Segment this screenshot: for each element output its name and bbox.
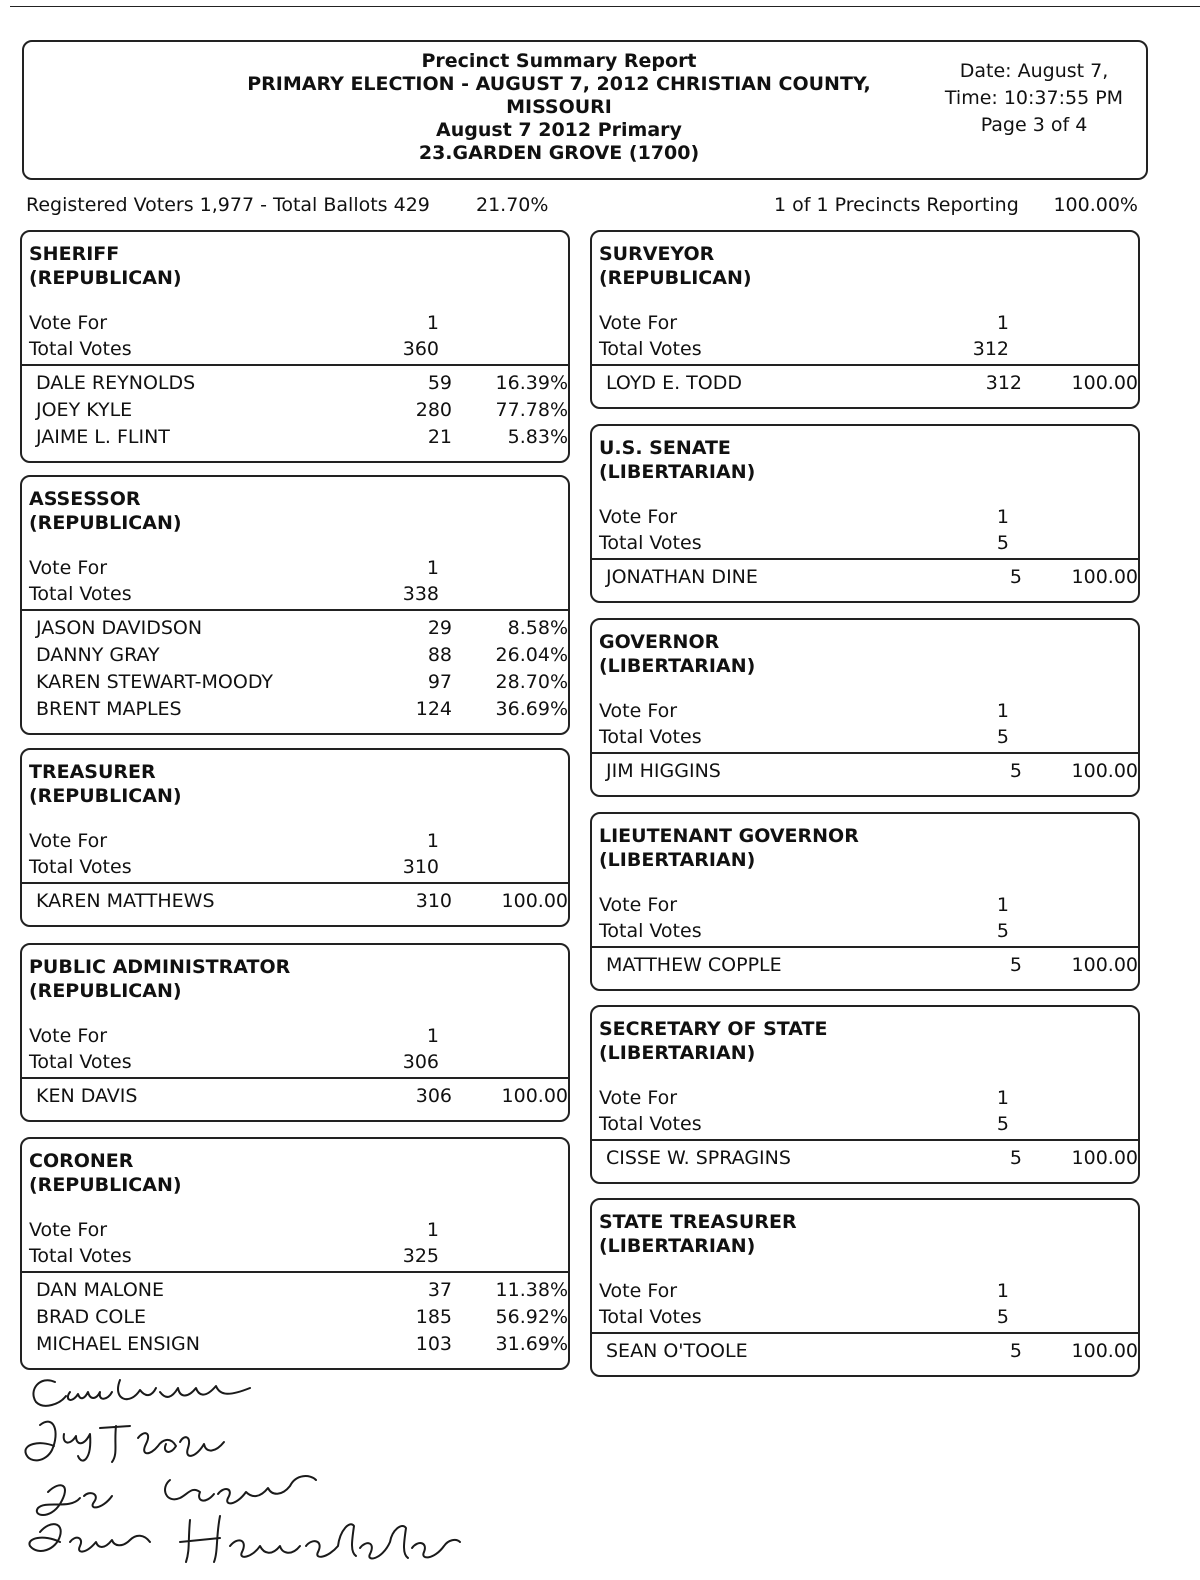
race-box [590,1198,1140,1377]
race-title [29,1149,182,1197]
vote-for-label: Vote For [29,312,108,334]
race-box [20,943,570,1122]
candidate-row [36,888,568,915]
total-votes-label: Total Votes [29,338,132,360]
race-meta [599,310,1138,362]
vote-for-value: 1 [426,1025,439,1047]
candidate-name: JAIME L. FLINT [36,426,170,448]
race-title [599,1210,797,1258]
vote-for-label: Vote For [29,830,108,852]
candidate-percent: 100.00 [1071,372,1138,394]
candidate-row [606,952,1138,979]
candidate-percent: 100.00 [1071,566,1138,588]
total-votes-value: 5 [996,920,1009,942]
candidate-votes: 5 [1009,1147,1022,1169]
total-votes-value: 5 [996,726,1009,748]
vote-for-row [29,828,568,854]
total-votes-row [599,336,1138,362]
divider [592,752,1138,754]
total-votes-row [599,1111,1138,1137]
party-name: (REPUBLICAN) [29,1174,182,1196]
election-subtitle: August 7 2012 Primary [436,119,682,141]
candidate-percent: 36.69% [495,698,568,720]
candidate-row [36,1277,568,1304]
party-name: (REPUBLICAN) [29,785,182,807]
race-title [29,760,182,808]
candidate-row [36,370,568,397]
candidate-votes: 310 [415,890,452,912]
divider [592,1332,1138,1334]
turnout-summary [26,194,1138,222]
candidate-name: KAREN MATTHEWS [36,890,215,912]
race-meta [29,828,568,880]
candidate-list [606,1145,1138,1172]
candidate-name: JOEY KYLE [36,399,133,421]
candidate-votes: 280 [415,399,452,421]
candidate-row [36,696,568,723]
vote-for-value: 1 [426,557,439,579]
office-name: ASSESSOR [29,488,141,510]
vote-for-row [599,1278,1138,1304]
candidate-votes: 185 [415,1306,452,1328]
divider [22,1271,568,1273]
party-name: (LIBERTARIAN) [599,849,756,871]
vote-for-row [599,892,1138,918]
precinct-name: 23.GARDEN GROVE (1700) [418,142,700,164]
candidate-name: KEN DAVIS [36,1085,138,1107]
top-rule [10,6,1200,7]
candidate-votes: 21 [427,426,452,448]
party-name: (REPUBLICAN) [29,267,182,289]
vote-for-row [599,504,1138,530]
candidate-percent: 8.58% [507,617,568,639]
candidate-percent: 5.83% [507,426,568,448]
candidate-percent: 28.70% [495,671,568,693]
candidate-row [606,564,1138,591]
race-title [29,487,182,535]
party-name: (REPUBLICAN) [29,512,182,534]
vote-for-row [29,1023,568,1049]
election-name: PRIMARY ELECTION - AUGUST 7, 2012 CHRISTIAN COUNTY, [247,73,871,95]
total-votes-label: Total Votes [29,583,132,605]
candidate-list [36,1277,568,1358]
candidate-name: DALE REYNOLDS [36,372,196,394]
race-box [590,1005,1140,1184]
total-votes-value: 5 [996,1113,1009,1135]
office-name: TREASURER [29,761,156,783]
vote-for-row [599,1085,1138,1111]
race-box [20,230,570,463]
total-votes-label: Total Votes [29,856,132,878]
race-meta [599,504,1138,556]
vote-for-value: 1 [426,312,439,334]
total-votes-value: 360 [402,338,439,360]
candidate-votes: 103 [415,1333,452,1355]
office-name: SHERIFF [29,243,120,265]
race-title [29,242,182,290]
report-header [22,40,1148,180]
total-votes-label: Total Votes [29,1051,132,1073]
report-time: Time: 10:37:55 PM [944,87,1124,109]
candidate-row [606,1338,1138,1365]
party-name: (LIBERTARIAN) [599,1235,756,1257]
total-votes-label: Total Votes [599,920,702,942]
vote-for-value: 1 [996,506,1009,528]
vote-for-row [599,310,1138,336]
vote-for-value: 1 [996,1280,1009,1302]
party-name: (REPUBLICAN) [29,980,182,1002]
total-votes-value: 338 [402,583,439,605]
divider [22,1077,568,1079]
candidate-votes: 5 [1009,1340,1022,1362]
total-votes-label: Total Votes [29,1245,132,1267]
vote-for-label: Vote For [29,557,108,579]
vote-for-row [29,555,568,581]
total-votes-label: Total Votes [599,1113,702,1135]
vote-for-label: Vote For [29,1219,108,1241]
vote-for-value: 1 [996,1087,1009,1109]
candidate-name: BRAD COLE [36,1306,146,1328]
total-votes-value: 5 [996,1306,1009,1328]
total-votes-label: Total Votes [599,338,702,360]
race-title [599,1017,827,1065]
race-meta [599,892,1138,944]
candidate-row [36,424,568,451]
candidate-votes: 37 [427,1279,452,1301]
report-title: Precinct Summary Report [421,50,697,72]
race-box [590,230,1140,409]
candidate-percent: 100.00 [1071,954,1138,976]
party-name: (LIBERTARIAN) [599,1042,756,1064]
candidate-name: MICHAEL ENSIGN [36,1333,200,1355]
race-meta [599,1278,1138,1330]
candidate-list [36,888,568,915]
race-title [599,824,859,872]
race-box [590,424,1140,603]
total-votes-row [29,1049,568,1075]
total-votes-row [599,724,1138,750]
candidate-percent: 77.78% [495,399,568,421]
divider [22,882,568,884]
candidate-row [36,1083,568,1110]
vote-for-value: 1 [996,700,1009,722]
total-votes-row [29,854,568,880]
race-title [599,436,755,484]
vote-for-row [29,310,568,336]
candidate-name: JIM HIGGINS [606,760,721,782]
divider [592,364,1138,366]
election-state: MISSOURI [506,96,612,118]
candidate-list [606,370,1138,397]
race-meta [29,1217,568,1269]
candidate-percent: 11.38% [495,1279,568,1301]
candidate-list [36,1083,568,1110]
total-votes-value: 5 [996,532,1009,554]
registered-voters: Registered Voters 1,977 - Total Ballots 429 [26,194,430,216]
race-title [599,242,752,290]
candidate-name: KAREN STEWART-MOODY [36,671,274,693]
office-name: SECRETARY OF STATE [599,1018,828,1040]
race-box [20,1137,570,1370]
candidate-votes: 5 [1009,566,1022,588]
vote-for-label: Vote For [599,1280,678,1302]
total-votes-value: 310 [402,856,439,878]
signatures [20,1370,480,1575]
race-box [20,475,570,735]
candidate-name: DAN MALONE [36,1279,165,1301]
candidate-votes: 312 [985,372,1022,394]
total-votes-row [29,336,568,362]
total-votes-row [29,1243,568,1269]
office-name: SURVEYOR [599,243,715,265]
total-votes-label: Total Votes [599,1306,702,1328]
race-meta [29,310,568,362]
office-name: PUBLIC ADMINISTRATOR [29,956,291,978]
candidate-name: LOYD E. TODD [606,372,743,394]
candidate-name: BRENT MAPLES [36,698,182,720]
vote-for-value: 1 [996,312,1009,334]
candidate-votes: 124 [415,698,452,720]
candidate-percent: 100.00 [1071,1147,1138,1169]
candidate-row [606,1145,1138,1172]
vote-for-value: 1 [426,830,439,852]
vote-for-value: 1 [996,894,1009,916]
race-box [590,812,1140,991]
office-name: CORONER [29,1150,134,1172]
candidate-votes: 5 [1009,760,1022,782]
divider [592,1139,1138,1141]
candidate-percent: 100.00 [501,890,568,912]
race-box [590,618,1140,797]
total-votes-row [599,918,1138,944]
report-date: Date: August 7, [959,60,1109,82]
race-meta [29,1023,568,1075]
candidate-row [36,615,568,642]
precincts-reporting-percent: 100.00% [1053,194,1138,216]
precincts-reporting: 1 of 1 Precincts Reporting [774,194,1019,216]
vote-for-label: Vote For [599,894,678,916]
turnout-percent: 21.70% [476,194,549,216]
office-name: LIEUTENANT GOVERNOR [599,825,859,847]
total-votes-label: Total Votes [599,532,702,554]
handwritten-signatures-image [20,1370,480,1575]
candidate-votes: 306 [415,1085,452,1107]
race-box [20,748,570,927]
race-meta [599,698,1138,750]
total-votes-value: 312 [972,338,1009,360]
candidate-name: JASON DAVIDSON [36,617,203,639]
total-votes-row [599,530,1138,556]
vote-for-label: Vote For [29,1025,108,1047]
divider [22,364,568,366]
divider [22,609,568,611]
candidate-row [36,1304,568,1331]
office-name: STATE TREASURER [599,1211,797,1233]
vote-for-value: 1 [426,1219,439,1241]
candidate-votes: 88 [427,644,452,666]
party-name: (LIBERTARIAN) [599,461,756,483]
candidate-percent: 31.69% [495,1333,568,1355]
total-votes-value: 325 [402,1245,439,1267]
race-meta [599,1085,1138,1137]
candidate-name: CISSE W. SPRAGINS [606,1147,791,1169]
vote-for-label: Vote For [599,312,678,334]
race-meta [29,555,568,607]
total-votes-value: 306 [402,1051,439,1073]
candidate-list [606,1338,1138,1365]
report-meta [934,58,1134,139]
party-name: (LIBERTARIAN) [599,655,756,677]
divider [592,558,1138,560]
office-name: U.S. SENATE [599,437,731,459]
party-name: (REPUBLICAN) [599,267,752,289]
report-title-block [214,50,904,165]
candidate-list [606,758,1138,785]
candidate-percent: 26.04% [495,644,568,666]
candidate-percent: 16.39% [495,372,568,394]
candidate-name: DANNY GRAY [36,644,160,666]
candidate-row [36,1331,568,1358]
vote-for-row [599,698,1138,724]
candidate-votes: 29 [427,617,452,639]
candidate-percent: 100.00 [501,1085,568,1107]
candidate-list [606,564,1138,591]
candidate-name: SEAN O'TOOLE [606,1340,748,1362]
page-number: Page 3 of 4 [980,114,1088,136]
vote-for-row [29,1217,568,1243]
candidate-list [606,952,1138,979]
candidate-votes: 59 [427,372,452,394]
divider [592,946,1138,948]
candidate-row [36,642,568,669]
total-votes-row [29,581,568,607]
candidate-percent: 100.00 [1071,760,1138,782]
total-votes-row [599,1304,1138,1330]
candidate-list [36,370,568,451]
candidate-name: JONATHAN DINE [606,566,758,588]
candidate-row [606,370,1138,397]
office-name: GOVERNOR [599,631,720,653]
race-title [29,955,290,1003]
vote-for-label: Vote For [599,1087,678,1109]
candidate-row [36,669,568,696]
candidate-name: MATTHEW COPPLE [606,954,782,976]
candidate-list [36,615,568,723]
candidate-percent: 100.00 [1071,1340,1138,1362]
candidate-percent: 56.92% [495,1306,568,1328]
candidate-votes: 97 [427,671,452,693]
total-votes-label: Total Votes [599,726,702,748]
vote-for-label: Vote For [599,700,678,722]
candidate-row [36,397,568,424]
race-title [599,630,755,678]
vote-for-label: Vote For [599,506,678,528]
candidate-row [606,758,1138,785]
candidate-votes: 5 [1009,954,1022,976]
